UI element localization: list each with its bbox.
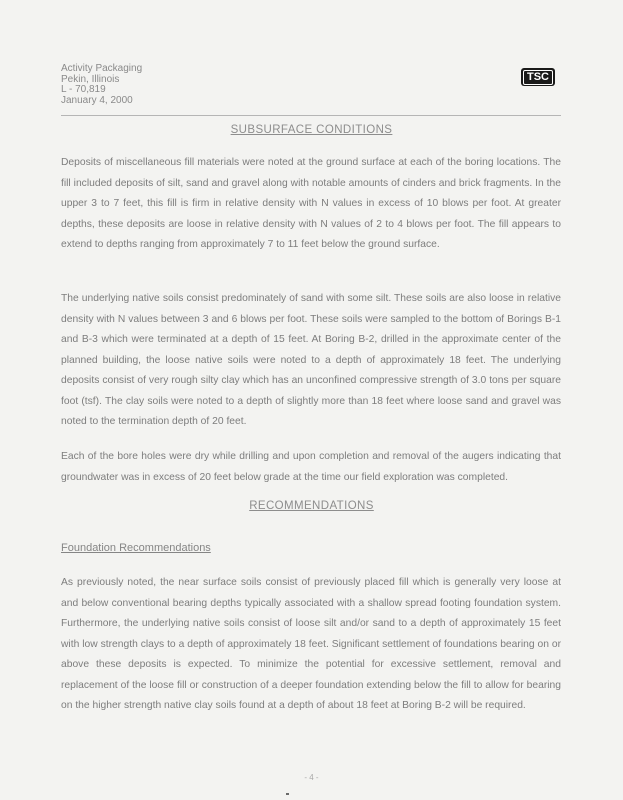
paragraph-groundwater: Each of the bore holes were dry while drilling and upon completion and removal of the augers indicating that groundwater was in excess of 20 feet below grade at the time our field exploration was completed.	[61, 451, 561, 483]
document-header	[61, 64, 142, 106]
paragraph-fill-materials: Deposits of miscellaneous fill materials were noted at the ground surface at each of the boring locations. The fill included deposits of silt, sand and gravel along with notable amounts of cinders and brick fragments. In the upper 3 to 7 feet, this fill is firm in relative density with N values in excess of 10 blows per foot. At greater depths, these deposits are loose in relative density with N values of 2 to 4 blows per foot. The fill appears to extend to depths ranging from approximately 7 to 11 feet below the ground surface.	[61, 157, 561, 250]
foundation-recommendations-subheading: Foundation Recommendations	[61, 542, 211, 554]
page-number: - 4 -	[304, 773, 319, 782]
header-rule	[61, 115, 561, 116]
recommendations-heading: RECOMMENDATIONS	[249, 500, 374, 512]
header-location: Pekin, Illinois	[61, 73, 120, 85]
company-logo	[521, 68, 555, 86]
paragraph-native-soils: The underlying native soils consist predominately of sand with some silt. These soils are also loose in relative density with N values between 3 and 6 blows per foot. These soils were sampled to the bottom of Borings B-1 and B-3 which were terminated at a depth of 15 feet. At Boring B-2, drilled in the approximate center of the planned building, the loose native soils were noted to a depth of approximately 18 feet. The underlying deposits consist of very rough silty clay which has an unconfined compressive strength of 3.0 tons per square foot (tsf). The clay soils were noted to a depth of slightly more than 18 feet where loose sand and gravel was noted to the termination depth of 20 feet.	[61, 293, 561, 427]
header-client: Activity Packaging	[61, 63, 143, 74]
subsurface-conditions-heading: SUBSURFACE CONDITIONS	[230, 124, 393, 136]
header-date: January 4, 2000	[61, 94, 133, 106]
header-project-number: L - 70,819	[61, 84, 106, 95]
scan-mark	[286, 793, 289, 795]
paragraph-foundation: As previously noted, the near surface soils consist of previously placed fill which is generally very loose at and below conventional bearing depths typically associated with a shallow spread footing foundation system. Furthermore, the underlying native soils consist of loose silt and/or sand to a depth of approximately 15 feet with low strength clays to a depth of approximately 18 feet. Significant settlement of foundations bearing on or above these deposits is expected. To minimize the potential for excessive settlement, removal and replacement of the loose fill or construction of a deeper foundation extending below the fill to allow for bearing on the higher strength native clay soils found at a depth of about 18 feet at Boring B-2 will be required.	[61, 577, 561, 711]
logo-text: TSC	[523, 70, 553, 85]
